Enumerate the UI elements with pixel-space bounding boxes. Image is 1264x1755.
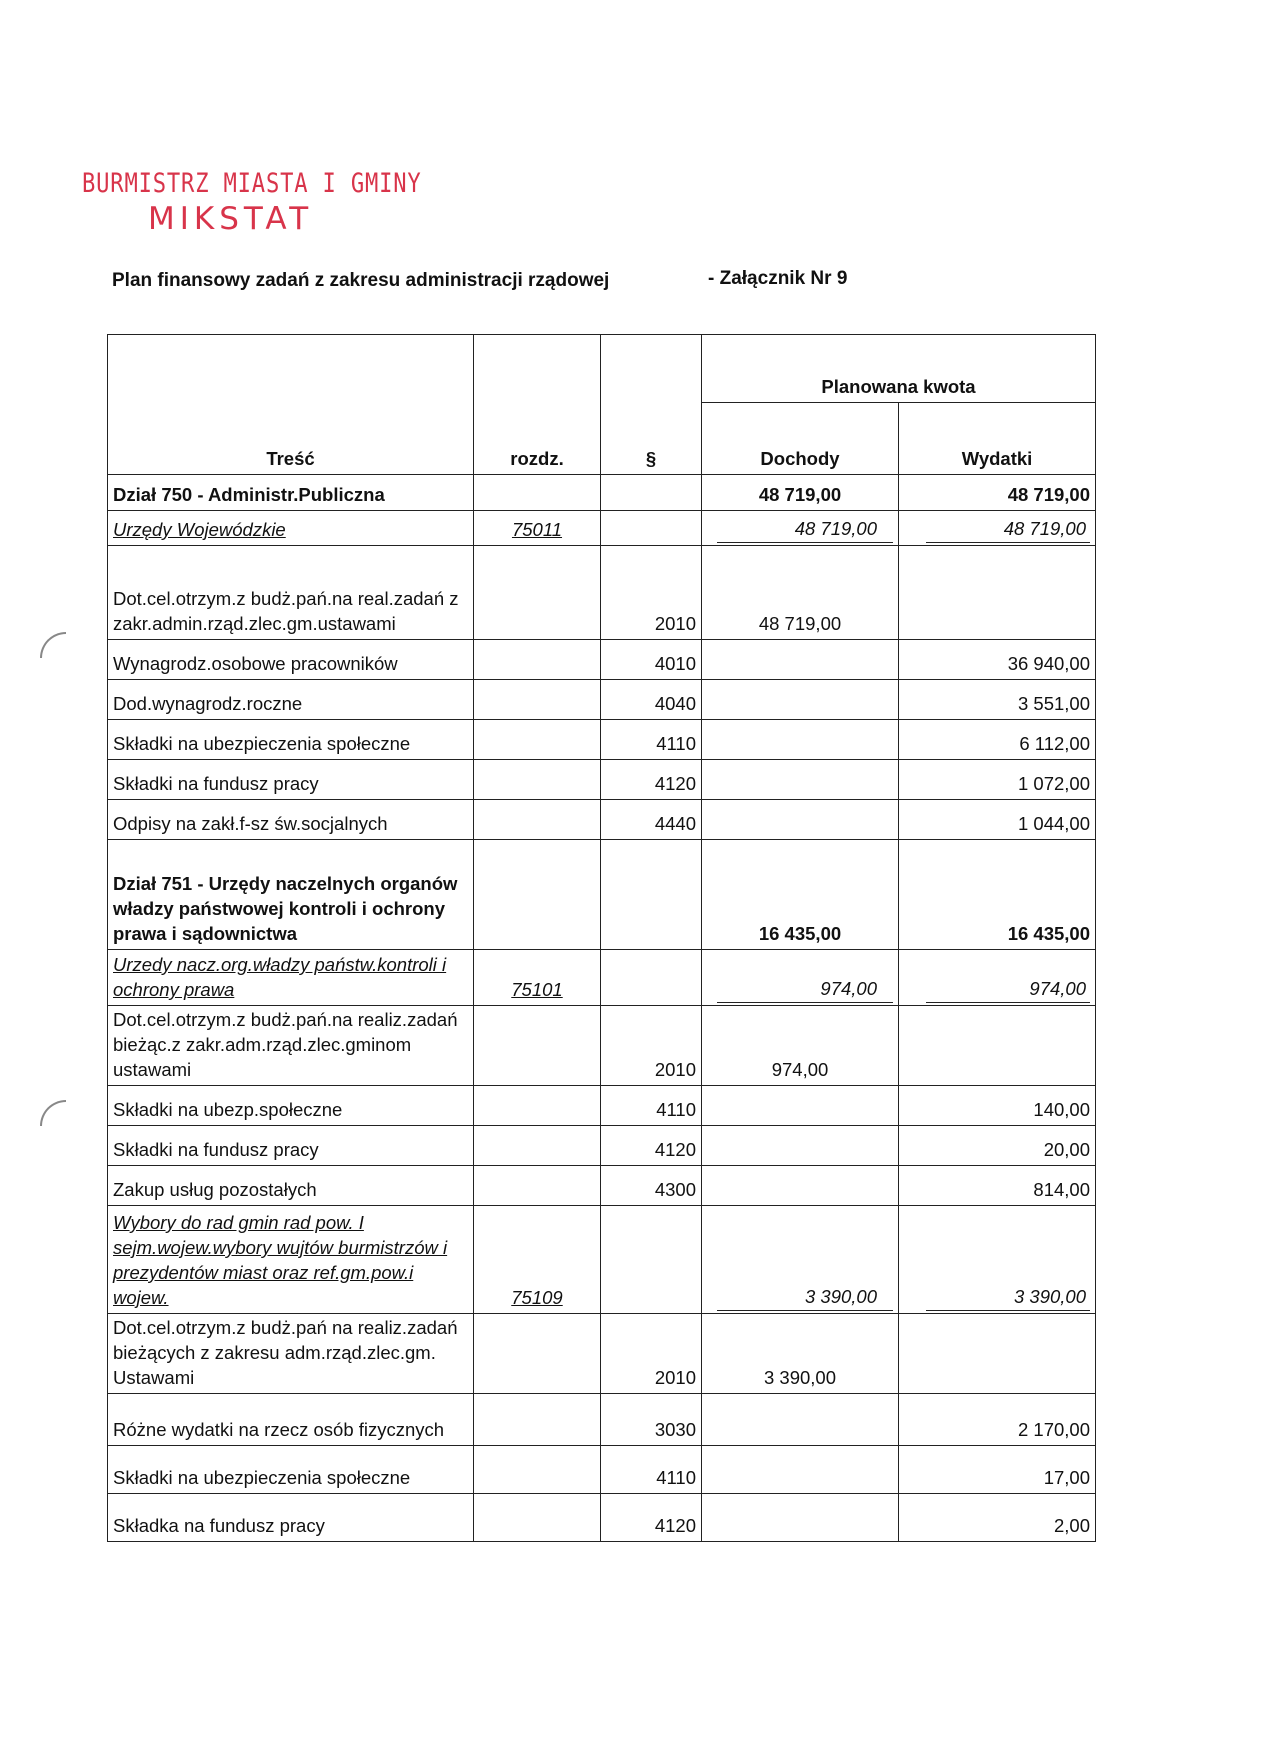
cell-expense: 16 435,00 (899, 840, 1096, 950)
cell-income (702, 680, 899, 720)
cell-paragraph: 4010 (601, 640, 702, 680)
cell-paragraph (601, 1205, 702, 1313)
table-row (108, 475, 1096, 511)
cell-expense: 814,00 (899, 1165, 1096, 1205)
table-row (108, 511, 1096, 546)
cell-expense: 48 719,00 (899, 475, 1096, 511)
cell-tresc: Składki na ubezpieczenia społeczne (108, 720, 474, 760)
cell-income (702, 1125, 899, 1165)
table-row (108, 1313, 1096, 1393)
cell-tresc: Urzedy nacz.org.władzy państw.kontroli i ochrony prawa (108, 950, 474, 1006)
cell-income (702, 1493, 899, 1541)
header-expense: Wydatki (899, 403, 1096, 475)
cell-expense (899, 546, 1096, 640)
cell-rozdz (474, 800, 601, 840)
cell-rozdz (474, 840, 601, 950)
table-row (108, 1205, 1096, 1313)
cell-income (702, 720, 899, 760)
table-row (108, 950, 1096, 1006)
cell-tresc: Zakup usług pozostałych (108, 1165, 474, 1205)
cell-paragraph: 3030 (601, 1393, 702, 1445)
cell-paragraph: 4110 (601, 1445, 702, 1493)
cell-rozdz: 75101 (474, 950, 601, 1006)
cell-paragraph: 2010 (601, 1313, 702, 1393)
cell-rozdz (474, 720, 601, 760)
cell-paragraph (601, 475, 702, 511)
cell-tresc: Dod.wynagrodz.roczne (108, 680, 474, 720)
cell-expense (899, 950, 1096, 1006)
cell-tresc: Składki na ubezpieczenia społeczne (108, 1445, 474, 1493)
cell-tresc: Składki na fundusz pracy (108, 760, 474, 800)
table-row (108, 760, 1096, 800)
cell-paragraph: 4110 (601, 720, 702, 760)
cell-tresc: Składki na fundusz pracy (108, 1125, 474, 1165)
cell-expense-value: 48 719,00 (926, 517, 1090, 543)
stamp-line2: MIKSTAT (148, 201, 314, 237)
table-row (108, 1125, 1096, 1165)
cell-tresc: Składki na ubezp.społeczne (108, 1085, 474, 1125)
cell-income: 16 435,00 (702, 840, 899, 950)
cell-income (702, 1445, 899, 1493)
table-row (108, 720, 1096, 760)
cell-rozdz (474, 1125, 601, 1165)
cell-paragraph: 4040 (601, 680, 702, 720)
cell-income (702, 1085, 899, 1125)
table-row (108, 640, 1096, 680)
stamp-line1: BURMISTRZ MIASTA I GMINY (82, 168, 422, 199)
table-row (108, 800, 1096, 840)
cell-tresc: Dot.cel.otrzym.z budż.pań na realiz.zadań bieżących z zakresu adm.rząd.zlec.gm. Ustawami (108, 1313, 474, 1393)
cell-rozdz (474, 1445, 601, 1493)
table-row (108, 1165, 1096, 1205)
cell-income (702, 760, 899, 800)
cell-expense: 1 072,00 (899, 760, 1096, 800)
cell-rozdz (474, 1313, 601, 1393)
cell-tresc: Dot.cel.otrzym.z budż.pań.na realiz.zadań bieżąc.z zakr.adm.rząd.zlec.gminom ustawami (108, 1006, 474, 1086)
cell-expense (899, 1313, 1096, 1393)
annex-label: - Załącznik Nr 9 (708, 268, 848, 289)
cell-expense: 6 112,00 (899, 720, 1096, 760)
cell-rozdz (474, 475, 601, 511)
table-row (108, 1393, 1096, 1445)
table-row (108, 1493, 1096, 1541)
cell-paragraph: 4300 (601, 1165, 702, 1205)
cell-income: 48 719,00 (702, 475, 899, 511)
cell-paragraph: 2010 (601, 546, 702, 640)
cell-income (702, 511, 899, 546)
table-row (108, 546, 1096, 640)
cell-rozdz (474, 546, 601, 640)
cell-rozdz (474, 1006, 601, 1086)
cell-paragraph: 4120 (601, 760, 702, 800)
cell-expense (899, 1006, 1096, 1086)
table-row (108, 1445, 1096, 1493)
cell-rozdz (474, 640, 601, 680)
cell-income (702, 1165, 899, 1205)
cell-tresc: Wybory do rad gmin rad pow. I sejm.wojew.wybory wujtów burmistrzów i prezydentów miast oraz ref.gm.pow.i wojew. (108, 1205, 474, 1313)
cell-rozdz (474, 680, 601, 720)
cell-income (702, 950, 899, 1006)
cell-expense: 36 940,00 (899, 640, 1096, 680)
cell-expense: 1 044,00 (899, 800, 1096, 840)
stamp (82, 168, 496, 237)
cell-paragraph (601, 950, 702, 1006)
cell-income (702, 640, 899, 680)
cell-rozdz (474, 760, 601, 800)
header-income: Dochody (702, 403, 899, 475)
cell-paragraph: 4110 (601, 1085, 702, 1125)
cell-tresc: Odpisy na zakł.f-sz św.socjalnych (108, 800, 474, 840)
cell-income (702, 1205, 899, 1313)
cell-tresc: Różne wydatki na rzecz osób fizycznych (108, 1393, 474, 1445)
table-body (108, 475, 1096, 1542)
cell-rozdz (474, 1085, 601, 1125)
header-planned-amount: Planowana kwota (702, 335, 1096, 403)
cell-income (702, 1393, 899, 1445)
cell-rozdz: 75109 (474, 1205, 601, 1313)
cell-tresc: Dot.cel.otrzym.z budż.pań.na real.zadań z zakr.admin.rząd.zlec.gm.ustawami (108, 546, 474, 640)
cell-expense: 17,00 (899, 1445, 1096, 1493)
cell-rozdz: 75011 (474, 511, 601, 546)
cell-paragraph: 4120 (601, 1493, 702, 1541)
cell-paragraph: 2010 (601, 1006, 702, 1086)
cell-expense-value: 3 390,00 (926, 1285, 1090, 1311)
cell-rozdz (474, 1165, 601, 1205)
cell-rozdz (474, 1493, 601, 1541)
punch-hole-mark (40, 632, 66, 658)
cell-paragraph (601, 840, 702, 950)
cell-expense: 2,00 (899, 1493, 1096, 1541)
cell-rozdz (474, 1393, 601, 1445)
cell-paragraph (601, 511, 702, 546)
table-row (108, 1085, 1096, 1125)
cell-expense: 140,00 (899, 1085, 1096, 1125)
table-row (108, 840, 1096, 950)
cell-paragraph: 4120 (601, 1125, 702, 1165)
cell-income-value: 974,00 (717, 977, 893, 1003)
cell-expense: 2 170,00 (899, 1393, 1096, 1445)
cell-income-value: 48 719,00 (717, 517, 893, 543)
cell-tresc: Składka na fundusz pracy (108, 1493, 474, 1541)
cell-tresc: Urzędy Wojewódzkie (108, 511, 474, 546)
cell-tresc: Wynagrodz.osobowe pracowników (108, 640, 474, 680)
cell-expense (899, 511, 1096, 546)
punch-hole-mark (40, 1100, 66, 1126)
cell-tresc: Dział 750 - Administr.Publiczna (108, 475, 474, 511)
header-paragraph: § (601, 335, 702, 475)
cell-expense: 3 551,00 (899, 680, 1096, 720)
header-rozdz: rozdz. (474, 335, 601, 475)
cell-expense-value: 974,00 (926, 977, 1090, 1003)
table-row (108, 680, 1096, 720)
cell-expense (899, 1205, 1096, 1313)
cell-tresc: Dział 751 - Urzędy naczelnych organów władzy państwowej kontroli i ochrony prawa i sądownictwa (108, 840, 474, 950)
cell-expense: 20,00 (899, 1125, 1096, 1165)
header-tresc: Treść (108, 335, 474, 475)
cell-income: 3 390,00 (702, 1313, 899, 1393)
cell-paragraph: 4440 (601, 800, 702, 840)
cell-income: 48 719,00 (702, 546, 899, 640)
table-row (108, 1006, 1096, 1086)
cell-income-value: 3 390,00 (717, 1285, 893, 1311)
cell-income (702, 800, 899, 840)
cell-income: 974,00 (702, 1006, 899, 1086)
document-title: Plan finansowy zadań z zakresu administracji rządowej (112, 270, 610, 291)
budget-table (107, 334, 1096, 1542)
